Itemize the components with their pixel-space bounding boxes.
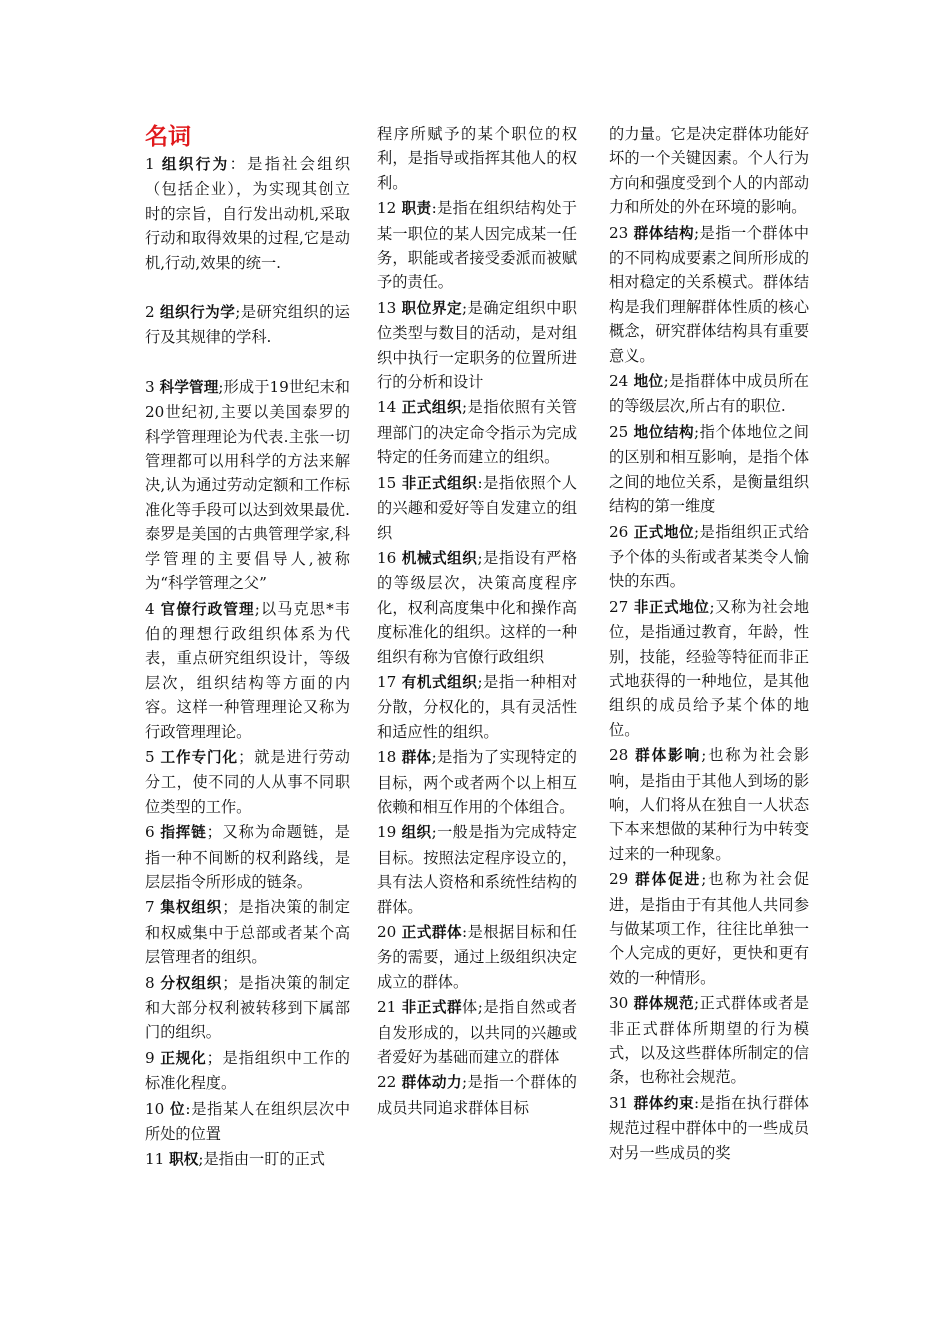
entry-definition: 的力量。它是决定群体功能好坏的一个关键因素。个人行为方向和强度受到个人的内部动力和所处的外在环境的影响。 — [609, 125, 809, 217]
entry-definition: 是指社会组织（包括企业），为实现其创立时的宗旨，自行发出动机,采取行动和取得效果的过程,它是动机,行动,效果的统一. — [145, 155, 351, 272]
entry-number: 23 — [609, 223, 634, 242]
entry-definition: 是指依照有关管理部门的决定命令指示为完成特定的任务而建立的组织。 — [377, 398, 577, 467]
entry-number: 31 — [609, 1093, 634, 1112]
glossary-entry — [145, 971, 350, 1045]
entry-separator: ; — [694, 422, 700, 441]
entry-definition: 是指群体中成员所在的等级层次,所占有的职位. — [609, 372, 809, 416]
entry-term: 有机式组织 — [401, 673, 478, 691]
entry-definition: 是指依照个人的兴趣和爱好等自发建立的组织 — [377, 473, 578, 542]
entry-number: 6 — [145, 823, 161, 842]
entry-definition: 一般是指为完成特定目标。按照法定程序设立的，具有法人资格和系统性结构的群体。 — [377, 823, 577, 916]
entry-separator: : — [431, 199, 437, 218]
entry-number: 17 — [377, 672, 402, 691]
entry-separator: ; — [254, 599, 260, 618]
entry-term: 正式组织 — [401, 399, 463, 417]
entry-term: 组织行为 — [161, 156, 230, 173]
entry-term: 非正式组织 — [401, 474, 478, 492]
glossary-entry — [377, 196, 577, 295]
glossary-entry — [145, 597, 350, 744]
column-1 — [145, 122, 350, 1174]
entry-number: 18 — [377, 748, 402, 767]
entry-number: 7 — [145, 898, 161, 917]
entry-term: 官僚行政管理 — [160, 600, 255, 618]
entry-term: 正规化 — [160, 1049, 207, 1067]
entry-separator: ; — [694, 223, 700, 242]
glossary-entry — [377, 122, 577, 195]
entry-separator: ； — [222, 973, 238, 992]
entry-number: 13 — [377, 298, 402, 317]
glossary-entry — [377, 471, 577, 545]
glossary-entry — [377, 820, 577, 919]
entry-term: 群体规范 — [633, 995, 695, 1013]
entry-separator: ; — [701, 870, 707, 889]
entry-separator: ； — [222, 898, 238, 917]
glossary-entry — [609, 867, 809, 990]
glossary-entry — [377, 1070, 577, 1120]
entry-definition: 是指一个群体的成员共同追求群体目标 — [377, 1073, 577, 1117]
entry-definition: 是指为了实现特定的目标，两个或者两个以上相互依赖和相互作用的个体组合。 — [377, 748, 577, 816]
entry-definition: 又称为命题链，是指一种不间断的权利路线，是层层指令所形成的链条。 — [145, 823, 350, 891]
entry-term: 正式群体 — [401, 924, 463, 941]
entry-definition: 是指决策的制定和大部分权利被转移到下属部门的组织。 — [145, 973, 350, 1042]
entry-term: 非正式地位 — [633, 598, 710, 616]
glossary-entry — [145, 745, 350, 819]
entry-separator: ; — [462, 298, 468, 317]
entry-number: 8 — [145, 973, 161, 992]
entry-definition: 以马克思*韦伯的理想行政组织体系为代表，重点研究组织设计，等级层次，组织结构等方面的内容。这样一种管理理论又称为行政管理理论。 — [145, 599, 350, 741]
entry-number: 1 — [145, 155, 162, 173]
entry-number: 11 — [145, 1150, 170, 1169]
entry-definition: 是指组织中工作的标准化程度。 — [145, 1048, 350, 1093]
entry-definition: 也称为社会影响，是指由于其他人到场的影响，人们将从在独自一人状态下本来想做的某种行为中转变过来的一种现象。 — [609, 746, 810, 863]
entry-number: 16 — [377, 548, 402, 567]
entry-separator: ； — [206, 1048, 222, 1067]
entry-number: 26 — [609, 522, 634, 541]
glossary-entry — [377, 546, 577, 669]
glossary-entry — [609, 221, 809, 368]
column-2 — [377, 122, 577, 1121]
entry-term: 分权组织 — [160, 974, 223, 992]
glossary-entry — [145, 1046, 350, 1096]
entry-term: 机械式组织 — [401, 549, 478, 567]
entry-term: 群体影响 — [635, 747, 702, 765]
glossary-entry — [377, 395, 577, 469]
entry-term: 集权组织 — [160, 899, 223, 917]
entry-separator: ; — [477, 548, 483, 567]
entry-definition: 是确定组织中职位类型与数目的活动，是对组织中执行一定职务的位置所进行的分析和设计 — [377, 298, 577, 392]
entry-separator: ; — [663, 372, 669, 391]
glossary-entry — [145, 820, 350, 894]
entry-number: 14 — [377, 398, 402, 417]
entry-definition: 就是进行劳动分工，使不同的人从事不同职位类型的工作。 — [145, 747, 350, 816]
entry-term: 工作专门化 — [160, 748, 239, 766]
entry-separator: ; — [431, 823, 437, 842]
glossary-entry — [609, 595, 809, 742]
entry-separator: ; — [701, 746, 707, 765]
entry-definition: 指个体地位之间的区别和相互影响，是指个体之间的地位关系，是衡量组织结构的第一维度 — [609, 422, 809, 516]
entry-separator: ： — [229, 155, 248, 173]
entry-definition: 是指设有严格的等级层次，决策高度程序化，权利高度集中化和操作高度标准化的组织。这样的一种组织有称为官僚行政组织 — [377, 548, 578, 666]
entry-number: 28 — [609, 746, 636, 765]
entry-definition: 是指组织正式给予个体的头衔或者某类令人愉快的东西。 — [609, 522, 809, 591]
entry-separator: ; — [477, 672, 483, 691]
glossary-entry — [377, 995, 577, 1069]
glossary-entry — [145, 375, 350, 596]
entry-definition: 是指一种相对分散，分权化的，具有灵活性和适应性的组织。 — [377, 672, 578, 741]
entry-number: 4 — [145, 599, 161, 618]
glossary-entry — [609, 743, 809, 866]
glossary-entry — [145, 895, 350, 969]
column-3 — [609, 122, 809, 1166]
entry-separator: : — [694, 1093, 700, 1112]
entry-term: 非正式群 — [401, 999, 463, 1017]
entry-separator: ; — [709, 597, 715, 616]
glossary-entry — [377, 670, 577, 744]
blank-line — [145, 351, 350, 375]
glossary-entry — [377, 920, 577, 994]
entry-term: 地位 — [633, 373, 664, 391]
entry-term: 地位结构 — [633, 423, 695, 441]
glossary-entry — [377, 745, 577, 819]
glossary-entry — [609, 369, 809, 419]
entry-separator: : — [462, 923, 468, 941]
entry-separator: ; — [218, 377, 224, 396]
entry-term: 群体结构 — [633, 224, 695, 242]
entry-definition: 体;是指自然或者自发形成的，以共同的兴趣或者爱好为基础而建立的群体 — [377, 998, 577, 1067]
entry-separator: ; — [462, 398, 468, 417]
entry-definition: 是指在组织结构处于某一职位的某人因完成某一任务，职能或者接受委派而被赋予的责任。 — [377, 199, 577, 292]
entry-definition: 程序所赋予的某个职位的权利，是指导或指挥其他人的权利。 — [377, 125, 577, 192]
glossary-entry — [145, 1097, 350, 1147]
glossary-entry — [609, 420, 809, 519]
entry-separator: ; — [431, 748, 437, 767]
entry-definition: 是根据目标和任务的需要，通过上级组织决定成立的群体。 — [377, 923, 577, 991]
entry-term: 职责 — [401, 200, 432, 218]
entry-separator: ； — [206, 823, 222, 842]
entry-separator: ; — [694, 522, 700, 541]
entry-number: 20 — [377, 923, 402, 941]
entry-term: 职权 — [169, 1151, 199, 1169]
entry-definition: 是指某人在组织层次中所处的位置 — [145, 1099, 351, 1144]
entry-number: 29 — [609, 870, 636, 889]
entry-definition: 正式群体或者是非正式群体所期望的行为模式，以及这些群体所制定的信条，也称社会规范。 — [609, 994, 809, 1087]
entry-term: 职位界定 — [401, 299, 463, 317]
entry-number: 27 — [609, 597, 634, 616]
entry-number: 9 — [145, 1048, 161, 1067]
entry-number: 10 — [145, 1099, 170, 1118]
entry-number: 12 — [377, 199, 402, 218]
entry-separator: : — [185, 1099, 191, 1118]
entry-number: 5 — [145, 747, 161, 766]
entry-number: 15 — [377, 473, 402, 492]
glossary-entry — [145, 1147, 350, 1172]
entry-definition: 是指由一盯的正式 — [203, 1150, 325, 1169]
glossary-entry — [145, 152, 350, 275]
entry-separator: ; — [235, 303, 241, 322]
entry-number: 22 — [377, 1073, 402, 1092]
entry-number: 24 — [609, 372, 634, 391]
entry-term: 科学管理 — [159, 378, 219, 396]
entry-number: 25 — [609, 422, 634, 441]
entry-term: 指挥链 — [160, 824, 207, 842]
entry-term: 组织行为学 — [159, 304, 236, 322]
glossary-entry — [377, 296, 577, 395]
entry-definition: 是研究组织的运行及其规律的学科. — [145, 303, 350, 347]
entry-term: 群体动力 — [401, 1074, 463, 1092]
entry-term: 正式地位 — [633, 523, 695, 541]
blank-line — [145, 276, 350, 300]
glossary-entry — [609, 122, 809, 220]
entry-separator: : — [477, 473, 483, 492]
entry-term: 群体 — [401, 749, 432, 767]
entry-definition: 形成于19世纪末和20世纪初,主要以美国泰罗的科学管理理论为代表.主张一切管理都可以用科学的方法来解决,认为通过劳动定额和工作标准化等手段可以达到效果最优.泰罗是美国的古典管理学家,科学管理的主要倡导人,被称为“科学管理之父” — [145, 377, 350, 593]
entry-number: 30 — [609, 994, 634, 1013]
entry-term: 群体约束 — [633, 1094, 695, 1112]
entry-number: 21 — [377, 998, 402, 1017]
entry-definition: 是指一个群体中的不同构成要素之间所形成的相对稳定的关系模式。群体结构是我们理解群体性质的核心概念，研究群体结构具有重要意义。 — [609, 223, 809, 365]
entry-number: 19 — [377, 823, 402, 842]
glossary-entry — [145, 300, 350, 350]
glossary-entry — [609, 991, 809, 1090]
entry-number: 3 — [145, 377, 160, 396]
entry-term: 位 — [169, 1100, 186, 1118]
section-heading: 名词 — [145, 124, 191, 150]
entry-separator: ; — [462, 1073, 468, 1092]
entry-definition: 又称为社会地位，是指通过教育，年龄，性别，技能，经验等特征而非正式地获得的一种地位，是其他组织的成员给予某个体的地位。 — [609, 597, 810, 739]
entry-term: 群体促进 — [635, 871, 702, 889]
entry-separator: ; — [198, 1150, 204, 1169]
glossary-entry — [609, 520, 809, 594]
entry-number: 2 — [145, 303, 160, 322]
entry-definition: 也称为社会促进，是指由于有其他人共同参与做某项工作，往往比单独一个人完成的更好，更快和更有效的一种情形。 — [609, 870, 810, 987]
entry-definition: 是指决策的制定和权威集中于总部或者某个高层管理者的组织。 — [145, 898, 350, 967]
entry-definition: 是指在执行群体规范过程中群体中的一些成员对另一些成员的奖 — [609, 1093, 809, 1162]
entry-separator: ; — [694, 994, 700, 1013]
glossary-entry — [609, 1091, 809, 1165]
entry-term: 组织 — [401, 824, 432, 842]
entry-separator: ； — [238, 747, 254, 766]
